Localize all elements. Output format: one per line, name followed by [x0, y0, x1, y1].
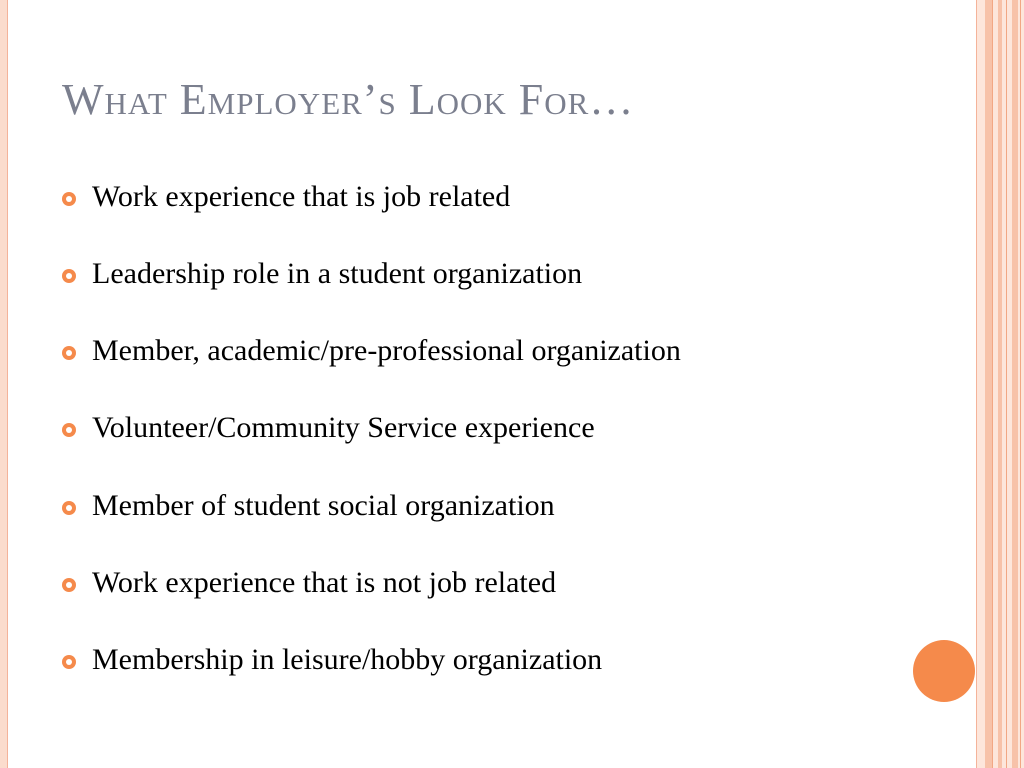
- orange-circle-decoration: [913, 640, 975, 702]
- slide-title: What Employer’s Look For…: [62, 75, 635, 124]
- ring-bullet-icon: [62, 192, 76, 206]
- bullet-text: Member of student social organization: [92, 488, 555, 522]
- right-stripe-line: [992, 0, 993, 768]
- bullet-item: [62, 174, 681, 219]
- bullet-item: [62, 329, 681, 374]
- right-decorative-stripes: [976, 0, 1024, 768]
- ring-bullet-icon: [62, 578, 76, 592]
- ring-bullet-icon: [62, 655, 76, 669]
- bullet-item: [62, 560, 681, 605]
- ring-bullet-icon: [62, 346, 76, 360]
- right-stripe-line: [1020, 0, 1021, 768]
- ring-bullet-icon: [62, 423, 76, 437]
- bullet-item: [62, 483, 681, 528]
- left-decorative-line: [7, 0, 8, 768]
- bullet-item: [62, 638, 681, 683]
- bullet-text: Work experience that is not job related: [92, 565, 557, 599]
- bullet-text: Membership in leisure/hobby organization: [92, 643, 603, 677]
- bullet-text: Volunteer/Community Service experience: [92, 411, 595, 445]
- bullet-item: [62, 251, 681, 296]
- right-stripe: [985, 0, 992, 768]
- bullet-item: [62, 406, 681, 451]
- bullet-list: [62, 174, 681, 715]
- ring-bullet-icon: [62, 269, 76, 283]
- right-stripe-line: [1006, 0, 1007, 768]
- bullet-text: Member, academic/pre-professional organization: [92, 334, 681, 368]
- bullet-text: Leadership role in a student organization: [92, 256, 583, 290]
- right-stripe: [1012, 0, 1018, 768]
- right-stripe: [998, 0, 1002, 768]
- left-decorative-stripe: [0, 0, 7, 768]
- right-stripe-line: [976, 0, 977, 768]
- ring-bullet-icon: [62, 501, 76, 515]
- bullet-text: Work experience that is job related: [92, 179, 511, 213]
